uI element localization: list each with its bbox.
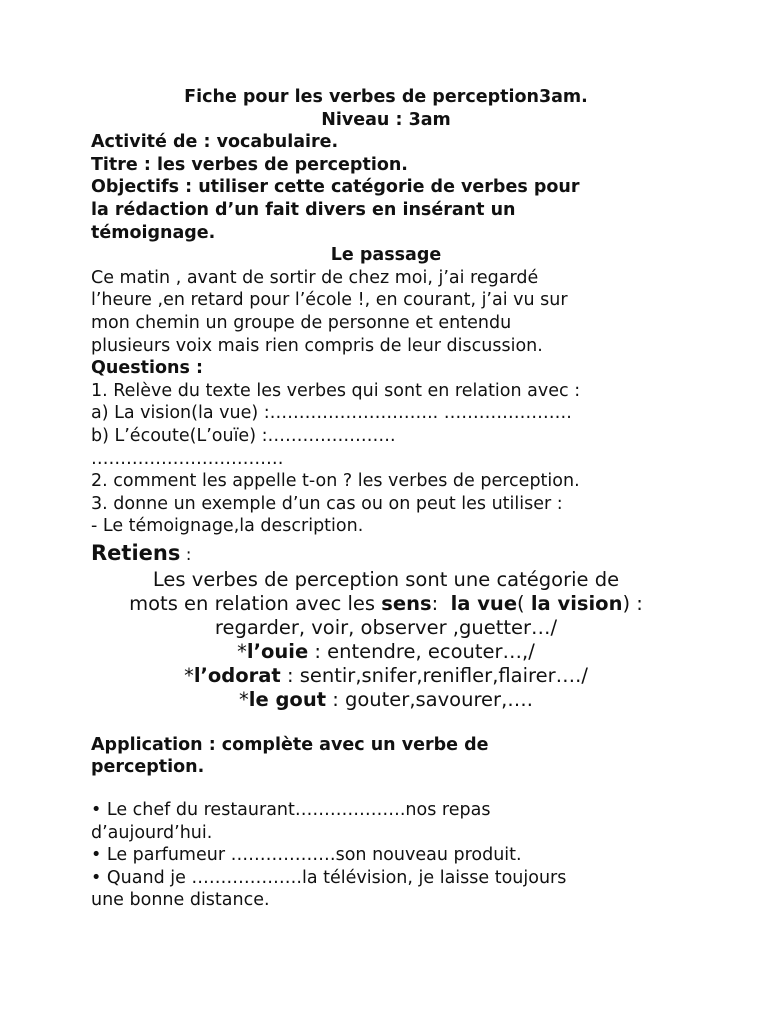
- odorat-verbs: : sentir,snifer,renifler,flairer…./: [280, 663, 588, 687]
- gout-star: *: [239, 687, 249, 711]
- retiens-line-1: Les verbes de perception sont une catégorie de: [152, 567, 620, 591]
- retiens-line-2-mid: :: [431, 591, 451, 615]
- retiens-sens: sens: [381, 591, 432, 615]
- application-item-2: • Le parfumeur ………………son nouveau produit.: [91, 845, 522, 866]
- questions-heading: Questions :: [91, 358, 203, 379]
- passage-line-1: Ce matin , avant de sortir de chez moi, j’ai regardé: [91, 267, 539, 288]
- spacer: [91, 779, 681, 799]
- ouie-star: *: [237, 639, 247, 663]
- retiens-line-2-end: ) :: [622, 591, 643, 615]
- retiens-line-2-pre: mots en relation avec les: [129, 591, 382, 615]
- worksheet-title: Fiche pour les verbes de perception3am.: [184, 87, 588, 107]
- retiens-line-2: [91, 592, 681, 616]
- question-line-4: ……………………………: [91, 448, 284, 469]
- question-line-3: b) L’écoute(L’ouïe) :………………….: [91, 425, 396, 446]
- retiens-line-3: regarder, voir, observer ,guetter…/: [214, 615, 558, 639]
- application-item-1-cont: d’aujourd’hui.: [91, 822, 213, 843]
- objectives-line-1: Objectifs : utiliser cette catégorie de verbes pour: [91, 177, 580, 198]
- ouie-verbs: : entendre, ecouter…,/: [308, 639, 535, 663]
- retiens-paren: (: [517, 591, 531, 615]
- question-line-1: 1. Relève du texte les verbes qui sont en relation avec :: [91, 380, 581, 401]
- spacer: [91, 712, 681, 734]
- application-item-3-cont: une bonne distance.: [91, 890, 270, 911]
- ouie-word: l’ouie: [246, 639, 309, 663]
- level-line: Niveau : 3am: [321, 109, 451, 130]
- question-line-2: a) La vision(la vue) :……………………….. ………………….: [91, 403, 572, 424]
- odorat-word: l’odorat: [193, 663, 281, 687]
- application-item-1: • Le chef du restaurant……………….nos repas: [91, 800, 491, 821]
- passage-heading: Le passage: [330, 245, 442, 266]
- passage-line-2: l’heure ,en retard pour l’école !, en courant, j’ai vu sur: [91, 290, 568, 311]
- objectives-line-2: la rédaction d’un fait divers en insérant un: [91, 199, 516, 220]
- gout-verbs: : gouter,savourer,….: [326, 687, 533, 711]
- question-line-7: - Le témoignage,la description.: [91, 516, 364, 537]
- application-heading-2: perception.: [91, 757, 205, 778]
- retiens-heading: [91, 540, 681, 568]
- retiens-ouie-line: [91, 640, 681, 664]
- passage-line-3: mon chemin un groupe de personne et entendu: [91, 312, 512, 333]
- gout-word: le gout: [248, 687, 327, 711]
- retiens-la-vision: la vision: [530, 591, 623, 615]
- retiens-box: [91, 568, 681, 712]
- application-heading-1: Application : complète avec un verbe de: [91, 734, 489, 755]
- objectives-line-3: témoignage.: [91, 222, 216, 243]
- question-line-5: 2. comment les appelle t-on ? les verbes de perception.: [91, 471, 580, 492]
- question-line-6: 3. donne un exemple d’un cas ou on peut les utiliser :: [91, 493, 563, 514]
- odorat-star: *: [184, 663, 194, 687]
- title-line: Titre : les verbes de perception.: [91, 154, 408, 175]
- retiens-la-vue: la vue: [450, 591, 518, 615]
- passage-line-4: plusieurs voix mais rien compris de leur discussion.: [91, 335, 543, 356]
- retiens-gout-line: [91, 688, 681, 712]
- retiens-label: Retiens: [91, 540, 181, 565]
- activity-line: Activité de : vocabulaire.: [91, 132, 339, 153]
- retiens-colon: :: [180, 544, 192, 565]
- worksheet-content: [91, 86, 681, 912]
- retiens-odorat-line: [91, 664, 681, 688]
- application-item-3: • Quand je ……………….la télévision, je laisse toujours: [91, 867, 567, 888]
